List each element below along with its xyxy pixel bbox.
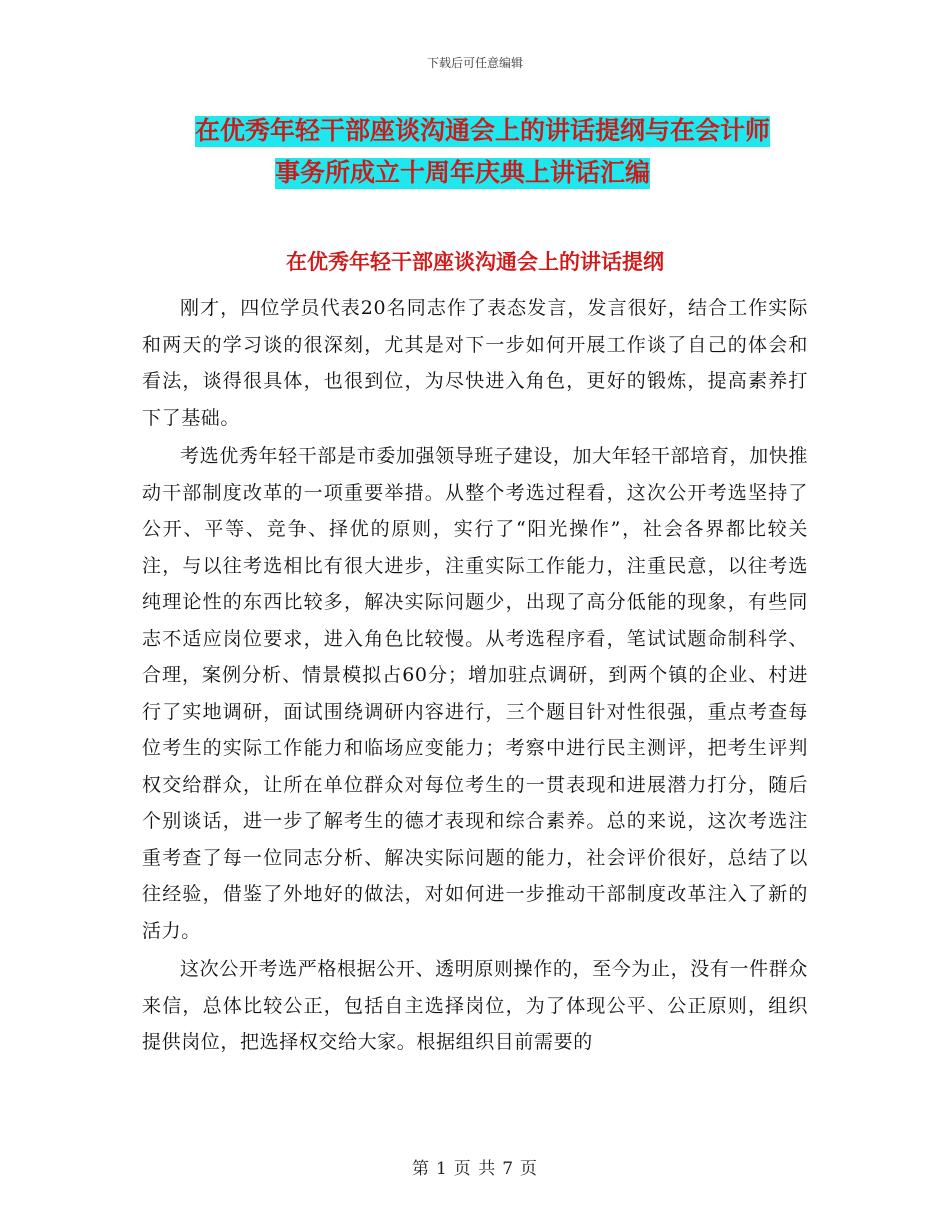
document-title	[0, 112, 950, 192]
section-title: 在优秀年轻干部座谈沟通会上的讲话提纲	[286, 249, 664, 274]
paragraph: 考选优秀年轻干部是市委加强领导班子建设，加大年轻干部培育，加快推动干部制度改革的一项重要举措。从整个考选过程看，这次公开考选坚持了公开、平等、竞争、择优的原则，实行了“阳光操作”，社会各界都比较关注，与以往考选相比有很大进步，注重实际工作能力，注重民意，以往考选纯理论性的东西比较多，解决实际问题少，出现了高分低能的现象，有些同志不适应岗位要求，进入角色比较慢。从考选程序看，笔试试题命制科学、合理，案例分析、情景模拟占60分；增加驻点调研，到两个镇的企业、村进行了实地调研，面试围绕调研内容进行，三个题目针对性很强，重点考查每位考生的实际工作能力和临场应变能力；考察中进行民主测评，把考生评判权交给群众，让所在单位群众对每位考生的一贯表现和进展潜力打分，随后个别谈话，进一步了解考生的德才表现和综合素养。总的来说，这次考选注重考查了每一位同志分析、解决实际问题的能力，社会评价很好，总结了以往经验，借鉴了外地好的做法，对如何进一步推动干部制度改革注入了新的活力。	[142, 445, 808, 942]
paragraph: 刚才，四位学员代表20名同志作了表态发言，发言很好，结合工作实际和两天的学习谈的很深刻，尤其是对下一步如何开展工作谈了自己的体会和看法，谈得很具体，也很到位，为尽快进入角色，更好的锻炼，提高素养打下了基础。	[142, 297, 808, 429]
current-page: 1	[435, 1159, 448, 1179]
page-header-note: 下载后可任意编辑	[426, 56, 523, 70]
total-pages: 7	[502, 1159, 515, 1179]
page-number-footer: 第 1 页 共 7 页	[411, 1159, 539, 1179]
paragraph: 这次公开考选严格根据公开、透明原则操作的，至今为止，没有一件群众来信，总体比较公正，包括自主选择岗位，为了体现公平、公正原则，组织提供岗位，把选择权交给大家。根据组织目前需要的	[142, 958, 808, 1053]
title-line-2: 事务所成立十周年庆典上讲话汇编	[275, 158, 651, 187]
document-body	[142, 290, 808, 1063]
title-line-1: 在优秀年轻干部座谈沟通会上的讲话提纲与在会计师	[195, 116, 771, 145]
